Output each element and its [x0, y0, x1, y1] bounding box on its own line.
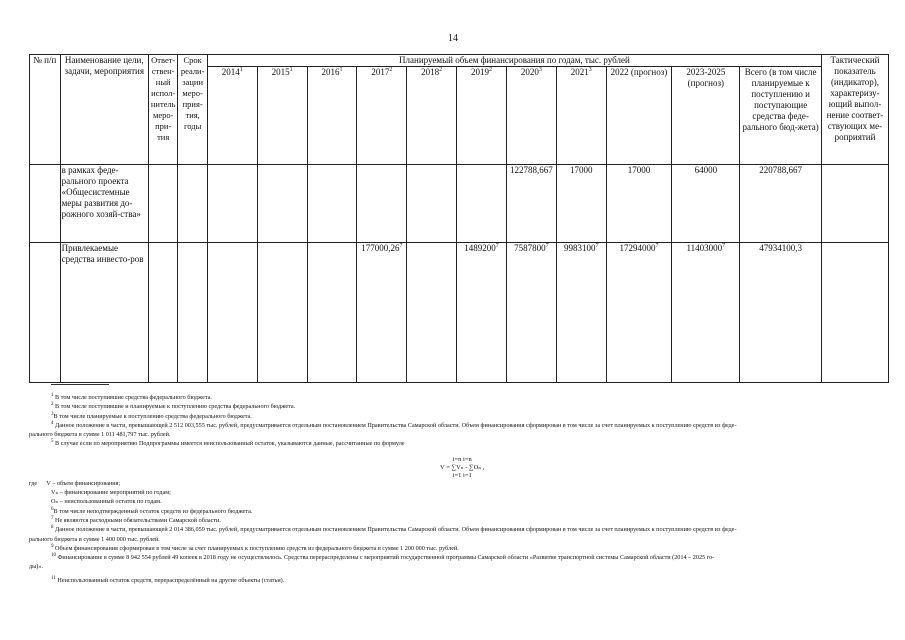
header-year-2014: 2014$^1$: [207, 67, 257, 165]
row2-total: 47934100,3: [740, 243, 822, 383]
formula-top: i=n i=n: [452, 456, 472, 463]
header-name: Наименование цели, задачи, мероприятия: [60, 55, 148, 165]
footnote-8a: $^8$ Данное положение в части, превышающей 2 014 386,059 тыс. рублей, предусматривается отдельным постановлением Правительства Самарской области. Объем финансирования сформирован в том числе за счет планируемых к поступлению средств из феде-: [51, 525, 737, 534]
header-indicator: Тактический показатель (индикатор), характеризу-ющий выпол-нение соответ-ствующих ме-роприятий: [821, 55, 888, 165]
row1-2023-2025: 64000: [672, 165, 740, 243]
footnote-4b: рального бюджета в сумме 1 011 481,797 тыс. рублей.: [29, 431, 171, 439]
footnote-4a: $^4$ Данное положение в части, превышающей 2 512 003,555 тыс. рублей, предусматривается отдельным постановлением Правительства Самарской области. Объем финансирования сформирован в том числе за счет планируемых к поступлению средств из феде-: [51, 420, 737, 429]
formula-where: где V – объем финансирования;: [29, 479, 121, 487]
page-number: 14: [448, 33, 458, 44]
header-term: Срок реали-зации меро-прия-тия, годы: [178, 55, 207, 165]
header-year-2018: 2018$^2$: [407, 67, 457, 165]
formula: [440, 456, 484, 480]
footnote-10a: $^{10}$ Финансирование в сумме 8 942 554 рублей 49 копеек в 2018 году не осуществлялось. Средства перераспределены с мероприятий государственной программы Самарской области «Развитие транспортной системы Самарской области (2014 – 2025 го-: [51, 553, 715, 562]
formula-vn: Vₙ – финансирование мероприятий по годам;: [51, 489, 171, 497]
footnote-2: $^2$ В том числе поступившие и планируемые к поступлению средства федерального бюджета.: [51, 402, 296, 411]
formula-on: Oₙ – неиспользованный остаток по годам.: [51, 498, 162, 506]
footnote-6: $^6$В том числе неподтвержденный остаток средств из федерального бюджета.: [51, 506, 253, 515]
header-year-2023-2025: 2023-2025 (прогноз): [672, 67, 740, 165]
row2-name: Привлекаемые средства инвесто-ров: [60, 243, 148, 383]
footnote-10b: ды)».: [29, 563, 44, 571]
footnotes: [29, 383, 891, 585]
footnote-7: $^7$ Не являются расходными обязательствами Самарской области.: [51, 515, 221, 524]
row1-2020: 122788,667: [506, 165, 556, 243]
row1-name: в рамках феде-рального проекта «Общесистемные меры развития до-рожного хозяй-ства»: [60, 165, 148, 243]
header-year-2022: 2022 (прогноз): [606, 67, 672, 165]
row2-2019: 1489200$^7$: [457, 243, 507, 383]
header-year-2021: 2021$^3$: [556, 67, 606, 165]
row1-total: 220788,667: [740, 165, 822, 243]
header-year-2016: 2016$^1$: [307, 67, 357, 165]
row2-2017: 177000,26$^7$: [357, 243, 407, 383]
formula-bottom: i=1 i=1: [452, 472, 472, 479]
header-total: Всего (в том числе планируемые к поступлению и поступающие средства феде-рального бюд-жета): [740, 67, 822, 165]
row2-2023-2025: 11403000$^7$: [672, 243, 740, 383]
row2-2022: 17294000$^7$: [606, 243, 672, 383]
row1-2021: 17000: [556, 165, 606, 243]
header-responsible: Ответ-ствен-ный испол-нитель меро-при-тия: [148, 55, 177, 165]
header-num: № п/п: [30, 55, 61, 165]
header-year-2017: 2017$^2$: [357, 67, 407, 165]
footnote-5: $^5$ В случае если по мероприятию Подпрограммы имеется неиспользованный остаток, указываются данные, рассчитанные по формуле: [51, 439, 405, 448]
header-group-title: Планируемый объем финансирования по годам, тыс. рублей: [207, 55, 821, 67]
row2-2020: 7587800$^7$: [506, 243, 556, 383]
header-year-2020: 2020$^3$: [506, 67, 556, 165]
header-year-2015: 2015$^1$: [257, 67, 307, 165]
header-year-2019: 2019$^2$: [457, 67, 507, 165]
row2-2021: 9983100$^7$: [556, 243, 606, 383]
footnote-8b: рального бюджета в сумме 1 400 000 тыс. рублей.: [29, 535, 160, 543]
footnote-1: $^1$ В том числе поступившие средства федерального бюджета.: [51, 392, 212, 401]
row2-num: [30, 243, 61, 383]
footnote-3: $^3$В том числе планируемые к поступлению средства федерального бюджета.: [51, 411, 252, 420]
row1-2022: 17000: [606, 165, 672, 243]
financing-table: [29, 54, 889, 383]
formula-main: V = ∑Vₙ - ∑Oₙ ,: [440, 464, 485, 471]
footnote-11: $^{11}$ Неиспользованный остаток средств, перераспределённый на другие объекты (статьи).: [51, 575, 285, 584]
footnote-9: $^9$ Объем финансирования сформирован в том числе за счет планируемых к поступлению средств из федерального бюджета в сумме 1 200 000 тыс. рублей.: [51, 543, 459, 552]
row1-num: [30, 165, 61, 243]
